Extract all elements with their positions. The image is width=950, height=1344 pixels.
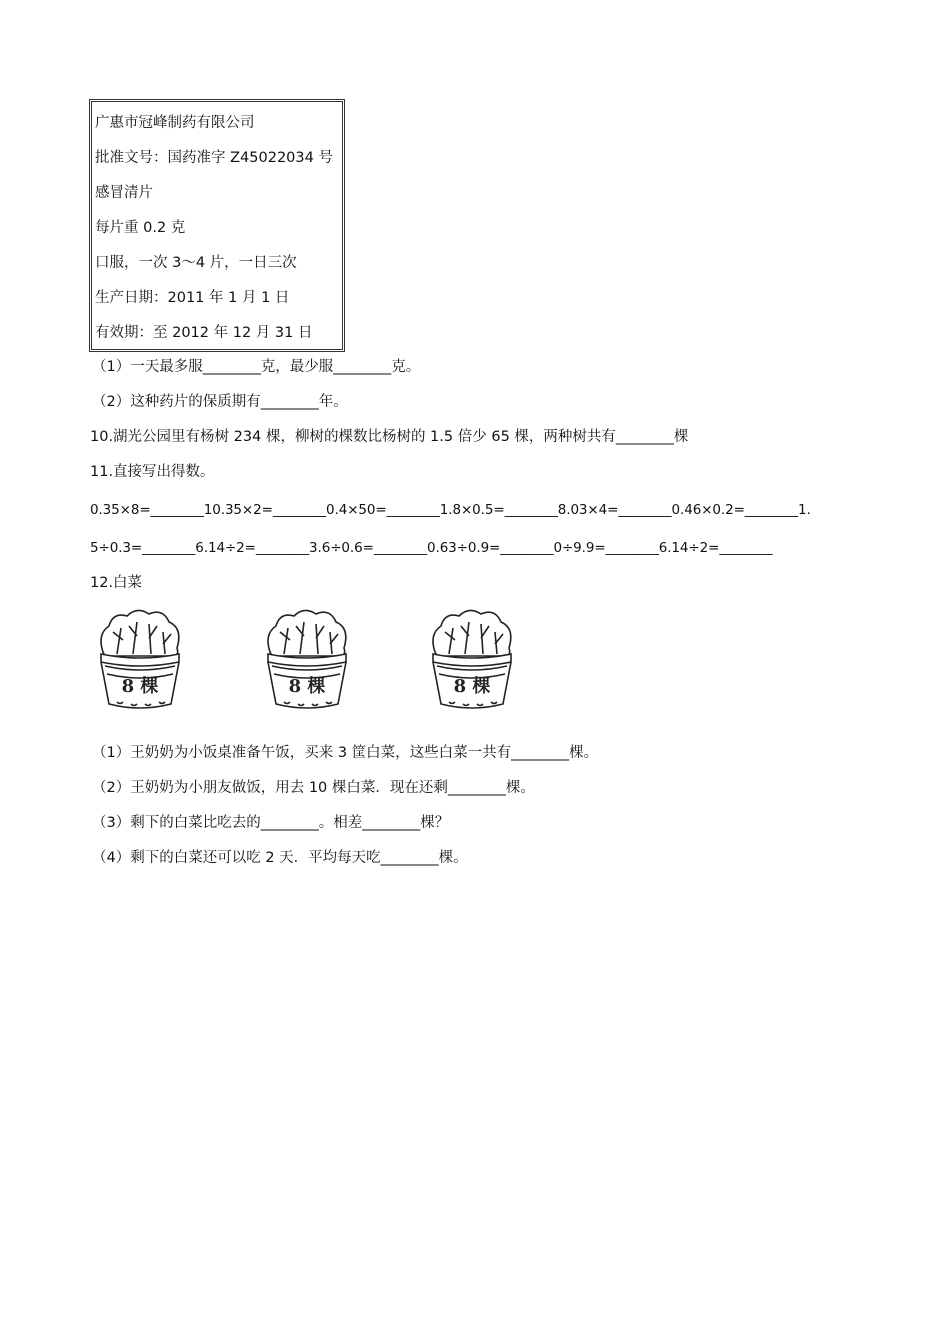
label-name: 感冒清片 (95, 185, 153, 201)
label-usage: 口服，一次 3～4 片，一日三次 (95, 255, 297, 271)
cabbage-basket-1 (93, 604, 188, 712)
label-production-date: 生产日期：2011 年 1 月 1 日 (95, 290, 290, 306)
q11-title: 11.直接写出得数。 (90, 464, 215, 480)
label-approval: 批准文号：国药准字 Z45022034 号 (95, 150, 333, 166)
cabbage-basket-3 (425, 604, 520, 712)
q12-sub3: （3）剩下的白菜比吃去的________。相差________棵？ (92, 815, 450, 831)
q12-sub1: （1）王奶奶为小饭桌准备午饭，买来 3 筐白菜，这些白菜一共有________棵。 (92, 745, 599, 761)
q11-line1: 0.35×8=________10.35×2=________0.4×50=________1.8×0.5=________8.03×4=________0.46×0.2=________1. (90, 502, 811, 518)
cabbage-basket-2 (260, 604, 355, 712)
basket-2-label: 8 棵 (288, 676, 326, 697)
label-company: 广惠市冠峰制药有限公司 (95, 115, 255, 131)
q10: 10.湖光公园里有杨树 234 棵，柳树的棵数比杨树的 1.5 倍少 65 棵，两种树共有________棵 (90, 429, 689, 445)
label-expiry: 有效期：至 2012 年 12 月 31 日 (95, 325, 313, 341)
q9-sub2: （2）这种药片的保质期有________年。 (92, 394, 348, 410)
medicine-label-box (89, 99, 345, 352)
q12-title: 12.白菜 (90, 575, 143, 591)
basket-1-label: 8 棵 (121, 676, 159, 697)
q12-sub4: （4）剩下的白菜还可以吃 2 天．平均每天吃________棵。 (92, 850, 468, 866)
basket-3-label: 8 棵 (453, 676, 491, 697)
q11-line2: 5÷0.3=________6.14÷2=________3.6÷0.6=________0.63÷0.9=________0÷9.9=________6.14÷2=________ (90, 540, 773, 556)
q12-sub2: （2）王奶奶为小朋友做饭，用去 10 棵白菜．现在还剩________棵。 (92, 780, 535, 796)
label-weight: 每片重 0.2 克 (95, 220, 186, 236)
q9-sub1: （1）一天最多服________克，最少服________克。 (92, 359, 421, 375)
